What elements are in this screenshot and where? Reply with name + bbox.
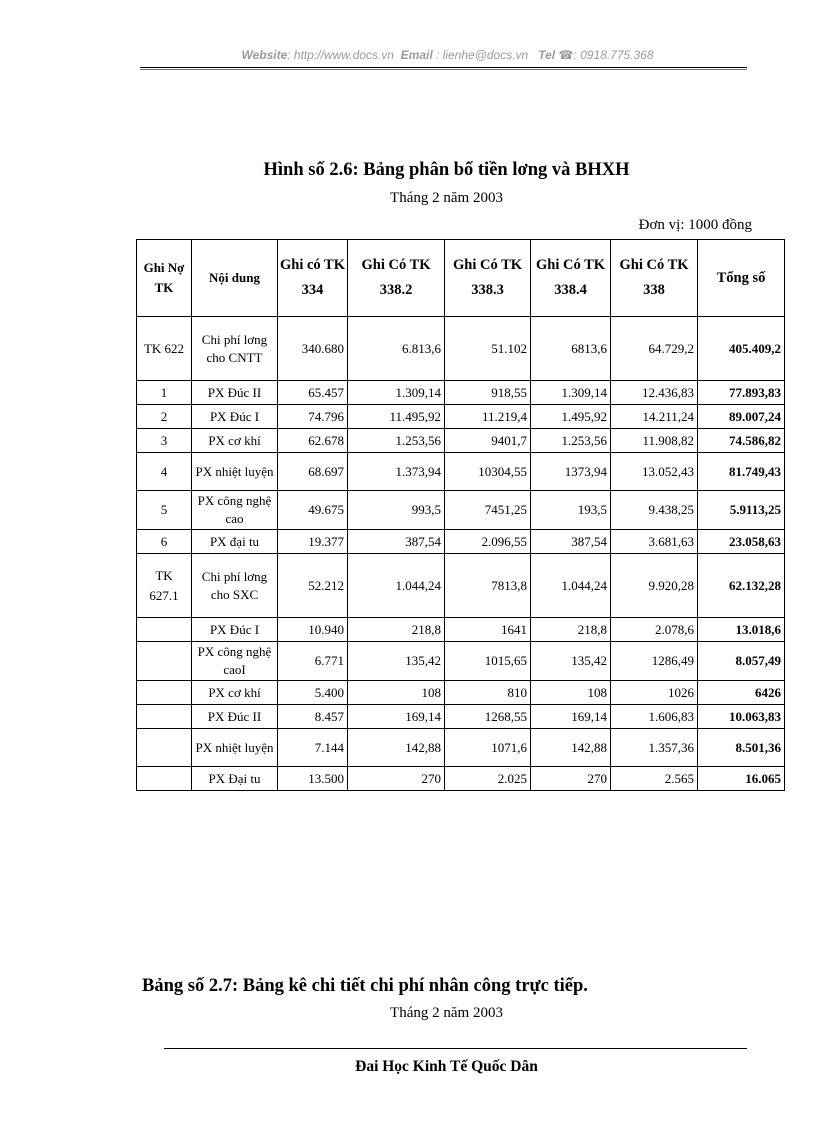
cell-3382: 108 xyxy=(348,681,445,705)
cell-noi-dung: PX Đúc I xyxy=(192,618,278,642)
table-row xyxy=(137,317,785,381)
cell-ghi-no: 5 xyxy=(137,491,192,530)
table-row xyxy=(137,381,785,405)
page-header xyxy=(140,48,755,62)
cell-338: 3.681,63 xyxy=(611,530,698,554)
cell-3382: 993,5 xyxy=(348,491,445,530)
unit-label: Đơn vị: 1000 đồng xyxy=(638,217,752,233)
table-header-row xyxy=(137,240,785,317)
cell-3384: 108 xyxy=(531,681,611,705)
cell-334: 340.680 xyxy=(278,317,348,381)
cell-tong-so: 16.065 xyxy=(698,767,785,791)
cell-noi-dung: PX Đại tu xyxy=(192,767,278,791)
cell-noi-dung: PX Đúc II xyxy=(192,381,278,405)
cell-noi-dung: PX Đúc II xyxy=(192,705,278,729)
cell-ghi-no: 1 xyxy=(137,381,192,405)
cell-ghi-no: 6 xyxy=(137,530,192,554)
table-title: Hình số 2.6: Bảng phân bổ tiền lơng và BHXH xyxy=(263,160,630,180)
cell-tong-so: 23.058,63 xyxy=(698,530,785,554)
cell-3382: 135,42 xyxy=(348,642,445,681)
cell-3383: 9401,7 xyxy=(445,429,531,453)
cell-3384: 1.495,92 xyxy=(531,405,611,429)
cell-3384: 387,54 xyxy=(531,530,611,554)
cell-334: 19.377 xyxy=(278,530,348,554)
cell-3382: 1.309,14 xyxy=(348,381,445,405)
cell-3383: 1015,65 xyxy=(445,642,531,681)
cell-tong-so: 13.018,6 xyxy=(698,618,785,642)
cell-3384: 1.309,14 xyxy=(531,381,611,405)
cell-3382: 270 xyxy=(348,767,445,791)
cell-tong-so: 405.409,2 xyxy=(698,317,785,381)
cell-tong-so: 8.501,36 xyxy=(698,729,785,767)
cell-3384: 270 xyxy=(531,767,611,791)
cell-ghi-no: TK 627.1 xyxy=(137,554,192,618)
cell-3382: 6.813,6 xyxy=(348,317,445,381)
cell-noi-dung: PX cơ khí xyxy=(192,429,278,453)
cell-tong-so: 62.132,28 xyxy=(698,554,785,618)
cell-334: 65.457 xyxy=(278,381,348,405)
table-row xyxy=(137,729,785,767)
cell-334: 7.144 xyxy=(278,729,348,767)
cell-noi-dung: PX công nghệ caoI xyxy=(192,642,278,681)
table-row xyxy=(137,681,785,705)
cell-334: 68.697 xyxy=(278,453,348,491)
email-label: Email xyxy=(400,48,433,62)
header-noi-dung: Nội dung xyxy=(192,240,278,317)
cell-tong-so: 10.063,83 xyxy=(698,705,785,729)
cell-338: 1026 xyxy=(611,681,698,705)
cell-338: 9.438,25 xyxy=(611,491,698,530)
cell-tong-so: 5.9113,25 xyxy=(698,491,785,530)
cell-noi-dung: Chi phí lơng cho SXC xyxy=(192,554,278,618)
footer-rule xyxy=(164,1048,747,1049)
cell-ghi-no xyxy=(137,681,192,705)
allocation-table xyxy=(136,239,785,791)
website-value: : http://www.docs.vn xyxy=(287,48,394,62)
cell-3383: 1268,55 xyxy=(445,705,531,729)
tel-value: : 0918.775.368 xyxy=(573,48,654,62)
table-row xyxy=(137,453,785,491)
cell-noi-dung: PX nhiệt luyện xyxy=(192,453,278,491)
tel-label: Tel xyxy=(538,48,556,62)
cell-ghi-no xyxy=(137,618,192,642)
cell-3382: 1.253,56 xyxy=(348,429,445,453)
cell-3383: 2.096,55 xyxy=(445,530,531,554)
table2-subtitle: Tháng 2 năm 2003 xyxy=(390,1005,503,1021)
header-3382: Ghi Có TK 338.2 xyxy=(348,240,445,317)
cell-3383: 2.025 xyxy=(445,767,531,791)
header-tong-so: Tổng số xyxy=(698,240,785,317)
cell-tong-so: 6426 xyxy=(698,681,785,705)
cell-3382: 142,88 xyxy=(348,729,445,767)
cell-tong-so: 74.586,82 xyxy=(698,429,785,453)
cell-3383: 51.102 xyxy=(445,317,531,381)
table-row xyxy=(137,705,785,729)
header-334: Ghi có TK 334 xyxy=(278,240,348,317)
cell-334: 8.457 xyxy=(278,705,348,729)
cell-3382: 1.373,94 xyxy=(348,453,445,491)
cell-3384: 193,5 xyxy=(531,491,611,530)
header-3383: Ghi Có TK 338.3 xyxy=(445,240,531,317)
cell-3384: 142,88 xyxy=(531,729,611,767)
cell-338: 11.908,82 xyxy=(611,429,698,453)
cell-noi-dung: Chi phí lơng cho CNTT xyxy=(192,317,278,381)
cell-3383: 7813,8 xyxy=(445,554,531,618)
cell-3382: 218,8 xyxy=(348,618,445,642)
table-row xyxy=(137,554,785,618)
cell-334: 10.940 xyxy=(278,618,348,642)
cell-3383: 1641 xyxy=(445,618,531,642)
cell-ghi-no xyxy=(137,705,192,729)
cell-338: 1.357,36 xyxy=(611,729,698,767)
cell-338: 13.052,43 xyxy=(611,453,698,491)
cell-noi-dung: PX cơ khí xyxy=(192,681,278,705)
cell-ghi-no: TK 622 xyxy=(137,317,192,381)
cell-3384: 218,8 xyxy=(531,618,611,642)
header-ghi-no: Ghi Nợ TK xyxy=(137,240,192,317)
cell-noi-dung: PX đại tu xyxy=(192,530,278,554)
cell-3384: 6813,6 xyxy=(531,317,611,381)
table-row xyxy=(137,429,785,453)
table-row xyxy=(137,642,785,681)
cell-noi-dung: PX Đúc I xyxy=(192,405,278,429)
cell-3384: 169,14 xyxy=(531,705,611,729)
table-body xyxy=(137,317,785,791)
cell-338: 12.436,83 xyxy=(611,381,698,405)
cell-3383: 810 xyxy=(445,681,531,705)
cell-334: 74.796 xyxy=(278,405,348,429)
cell-338: 1.606,83 xyxy=(611,705,698,729)
table2-title: Bảng số 2.7: Bảng kê chi tiết chi phí nhân công trực tiếp. xyxy=(142,976,588,996)
cell-tong-so: 77.893,83 xyxy=(698,381,785,405)
table-row xyxy=(137,767,785,791)
cell-3382: 11.495,92 xyxy=(348,405,445,429)
cell-338: 2.078,6 xyxy=(611,618,698,642)
cell-334: 52.212 xyxy=(278,554,348,618)
cell-334: 6.771 xyxy=(278,642,348,681)
header-rule xyxy=(140,67,747,70)
website-label: Website xyxy=(241,48,288,62)
cell-338: 1286,49 xyxy=(611,642,698,681)
cell-3384: 1373,94 xyxy=(531,453,611,491)
table-row xyxy=(137,491,785,530)
cell-338: 14.211,24 xyxy=(611,405,698,429)
header-338: Ghi Có TK 338 xyxy=(611,240,698,317)
cell-3384: 135,42 xyxy=(531,642,611,681)
cell-tong-so: 81.749,43 xyxy=(698,453,785,491)
table-row xyxy=(137,618,785,642)
cell-noi-dung: PX công nghệ cao xyxy=(192,491,278,530)
cell-3383: 1071,6 xyxy=(445,729,531,767)
table-row xyxy=(137,530,785,554)
header-3384: Ghi Có TK 338.4 xyxy=(531,240,611,317)
phone-icon: ☎ xyxy=(558,48,574,62)
cell-338: 2.565 xyxy=(611,767,698,791)
page-footer: Đai Học Kinh Tế Quốc Dân xyxy=(355,1058,538,1075)
cell-ghi-no: 4 xyxy=(137,453,192,491)
cell-334: 49.675 xyxy=(278,491,348,530)
cell-3383: 10304,55 xyxy=(445,453,531,491)
cell-ghi-no xyxy=(137,642,192,681)
cell-ghi-no: 2 xyxy=(137,405,192,429)
cell-3382: 1.044,24 xyxy=(348,554,445,618)
email-value: : lienhe@docs.vn xyxy=(436,48,529,62)
cell-3384: 1.253,56 xyxy=(531,429,611,453)
cell-ghi-no: 3 xyxy=(137,429,192,453)
cell-334: 62.678 xyxy=(278,429,348,453)
cell-noi-dung: PX nhiệt luyện xyxy=(192,729,278,767)
table-subtitle: Tháng 2 năm 2003 xyxy=(390,190,503,206)
table-row xyxy=(137,405,785,429)
cell-338: 64.729,2 xyxy=(611,317,698,381)
cell-3383: 11.219,4 xyxy=(445,405,531,429)
cell-3382: 387,54 xyxy=(348,530,445,554)
cell-3383: 7451,25 xyxy=(445,491,531,530)
cell-334: 5.400 xyxy=(278,681,348,705)
cell-tong-so: 8.057,49 xyxy=(698,642,785,681)
cell-tong-so: 89.007,24 xyxy=(698,405,785,429)
cell-338: 9.920,28 xyxy=(611,554,698,618)
cell-ghi-no xyxy=(137,729,192,767)
cell-3384: 1.044,24 xyxy=(531,554,611,618)
cell-ghi-no xyxy=(137,767,192,791)
cell-3383: 918,55 xyxy=(445,381,531,405)
cell-334: 13.500 xyxy=(278,767,348,791)
cell-3382: 169,14 xyxy=(348,705,445,729)
